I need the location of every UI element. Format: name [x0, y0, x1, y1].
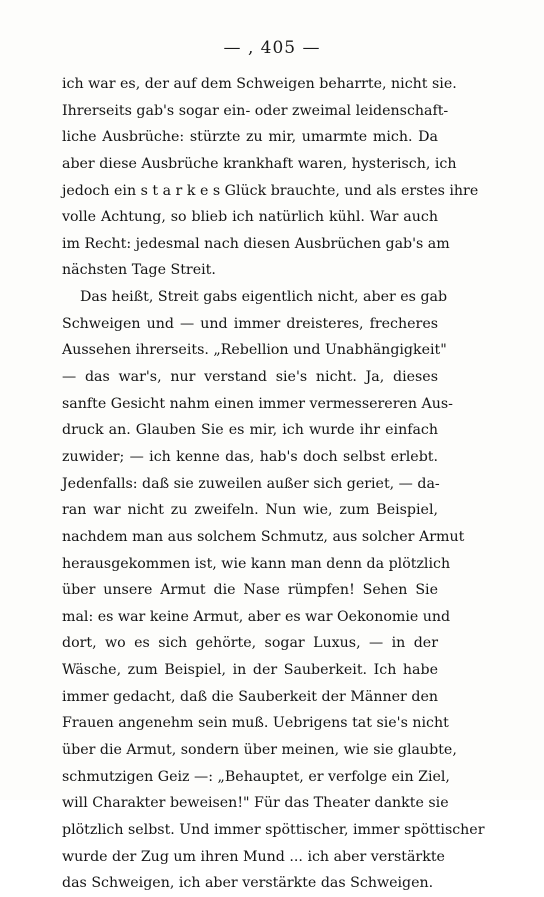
text-line: plötzlich selbst. Und immer spöttischer, immer spöttischer: [62, 821, 485, 838]
text-line: das Schweigen, ich aber verstärkte das Schweigen.: [62, 875, 434, 892]
text-line: nächsten Tage Streit.: [62, 262, 216, 279]
text-line: Ihrerseits gab's sogar ein- oder zweimal leidenschaft-: [62, 102, 449, 119]
text-line: über unsere Armut die Nase rümpfen! Sehen Sie: [62, 582, 438, 599]
text-line: über die Armut, sondern über meinen, wie sie glaubte,: [62, 742, 457, 759]
text-line: immer gedacht, daß die Sauberkeit der Männer den: [62, 688, 438, 705]
text-line: Schweigen und — und immer dreisteres, frecheres: [62, 315, 438, 332]
text-line: aber diese Ausbrüche krankhaft waren, hysterisch, ich: [62, 155, 457, 172]
body-text: [62, 71, 485, 897]
text-line: — das war's, nur verstand sie's nicht. Ja, dieses: [62, 369, 438, 386]
text-line: liche Ausbrüche: stürzte zu mir, umarmte mich. Da: [62, 129, 438, 146]
text-line: schmutzigen Geiz —: „Behauptet, er verfolge ein Ziel,: [62, 768, 450, 785]
text-line: ran war nicht zu zweifeln. Nun wie, zum Beispiel,: [62, 502, 438, 519]
text-line: wurde der Zug um ihren Mund ... ich aber verstärkte: [62, 848, 445, 865]
text-line: im Recht: jedesmal nach diesen Ausbrüchen gab's am: [62, 235, 450, 252]
text-line: ich war es, der auf dem Schweigen beharrte, nicht sie.: [62, 76, 457, 92]
text-line: mal: es war keine Armut, aber es war Oekonomie und: [62, 608, 451, 625]
text-line: Frauen angenehm sein muß. Uebrigens tat sie's nicht: [62, 715, 449, 732]
text-line: jedoch ein s t a r k e s Glück brauchte, und als erstes ihre: [62, 182, 479, 199]
text-line: Jedenfalls: daß sie zuweilen außer sich geriet, — da-: [62, 475, 440, 492]
text-line: Aussehen ihrerseits. „Rebellion und Unabhängigkeit": [62, 342, 447, 359]
page-number: — ‚ 405 —: [223, 38, 321, 58]
text-line: volle Achtung, so blieb ich natürlich kühl. War auch: [62, 209, 438, 226]
text-line: herausgekommen ist, wie kann man denn da plötzlich: [62, 555, 451, 572]
text-line: nachdem man aus solchem Schmutz, aus solcher Armut: [62, 528, 465, 545]
text-line: zuwider; — ich kenne das, hab's doch selbst erlebt.: [62, 448, 438, 465]
text-line: Wäsche, zum Beispiel, in der Sauberkeit. Ich habe: [62, 662, 438, 679]
text-line: sanfte Gesicht nahm einen immer vermessereren Aus-: [62, 395, 453, 412]
text-line: Das heißt, Streit gabs eigentlich nicht, aber es gab: [80, 289, 448, 306]
text-line: will Charakter beweisen!" Für das Theater dankte sie: [62, 795, 449, 812]
text-line: dort, wo es sich gehörte, sogar Luxus, — in der: [62, 635, 438, 652]
text-line: druck an. Glauben Sie es mir, ich wurde ihr einfach: [62, 422, 438, 439]
